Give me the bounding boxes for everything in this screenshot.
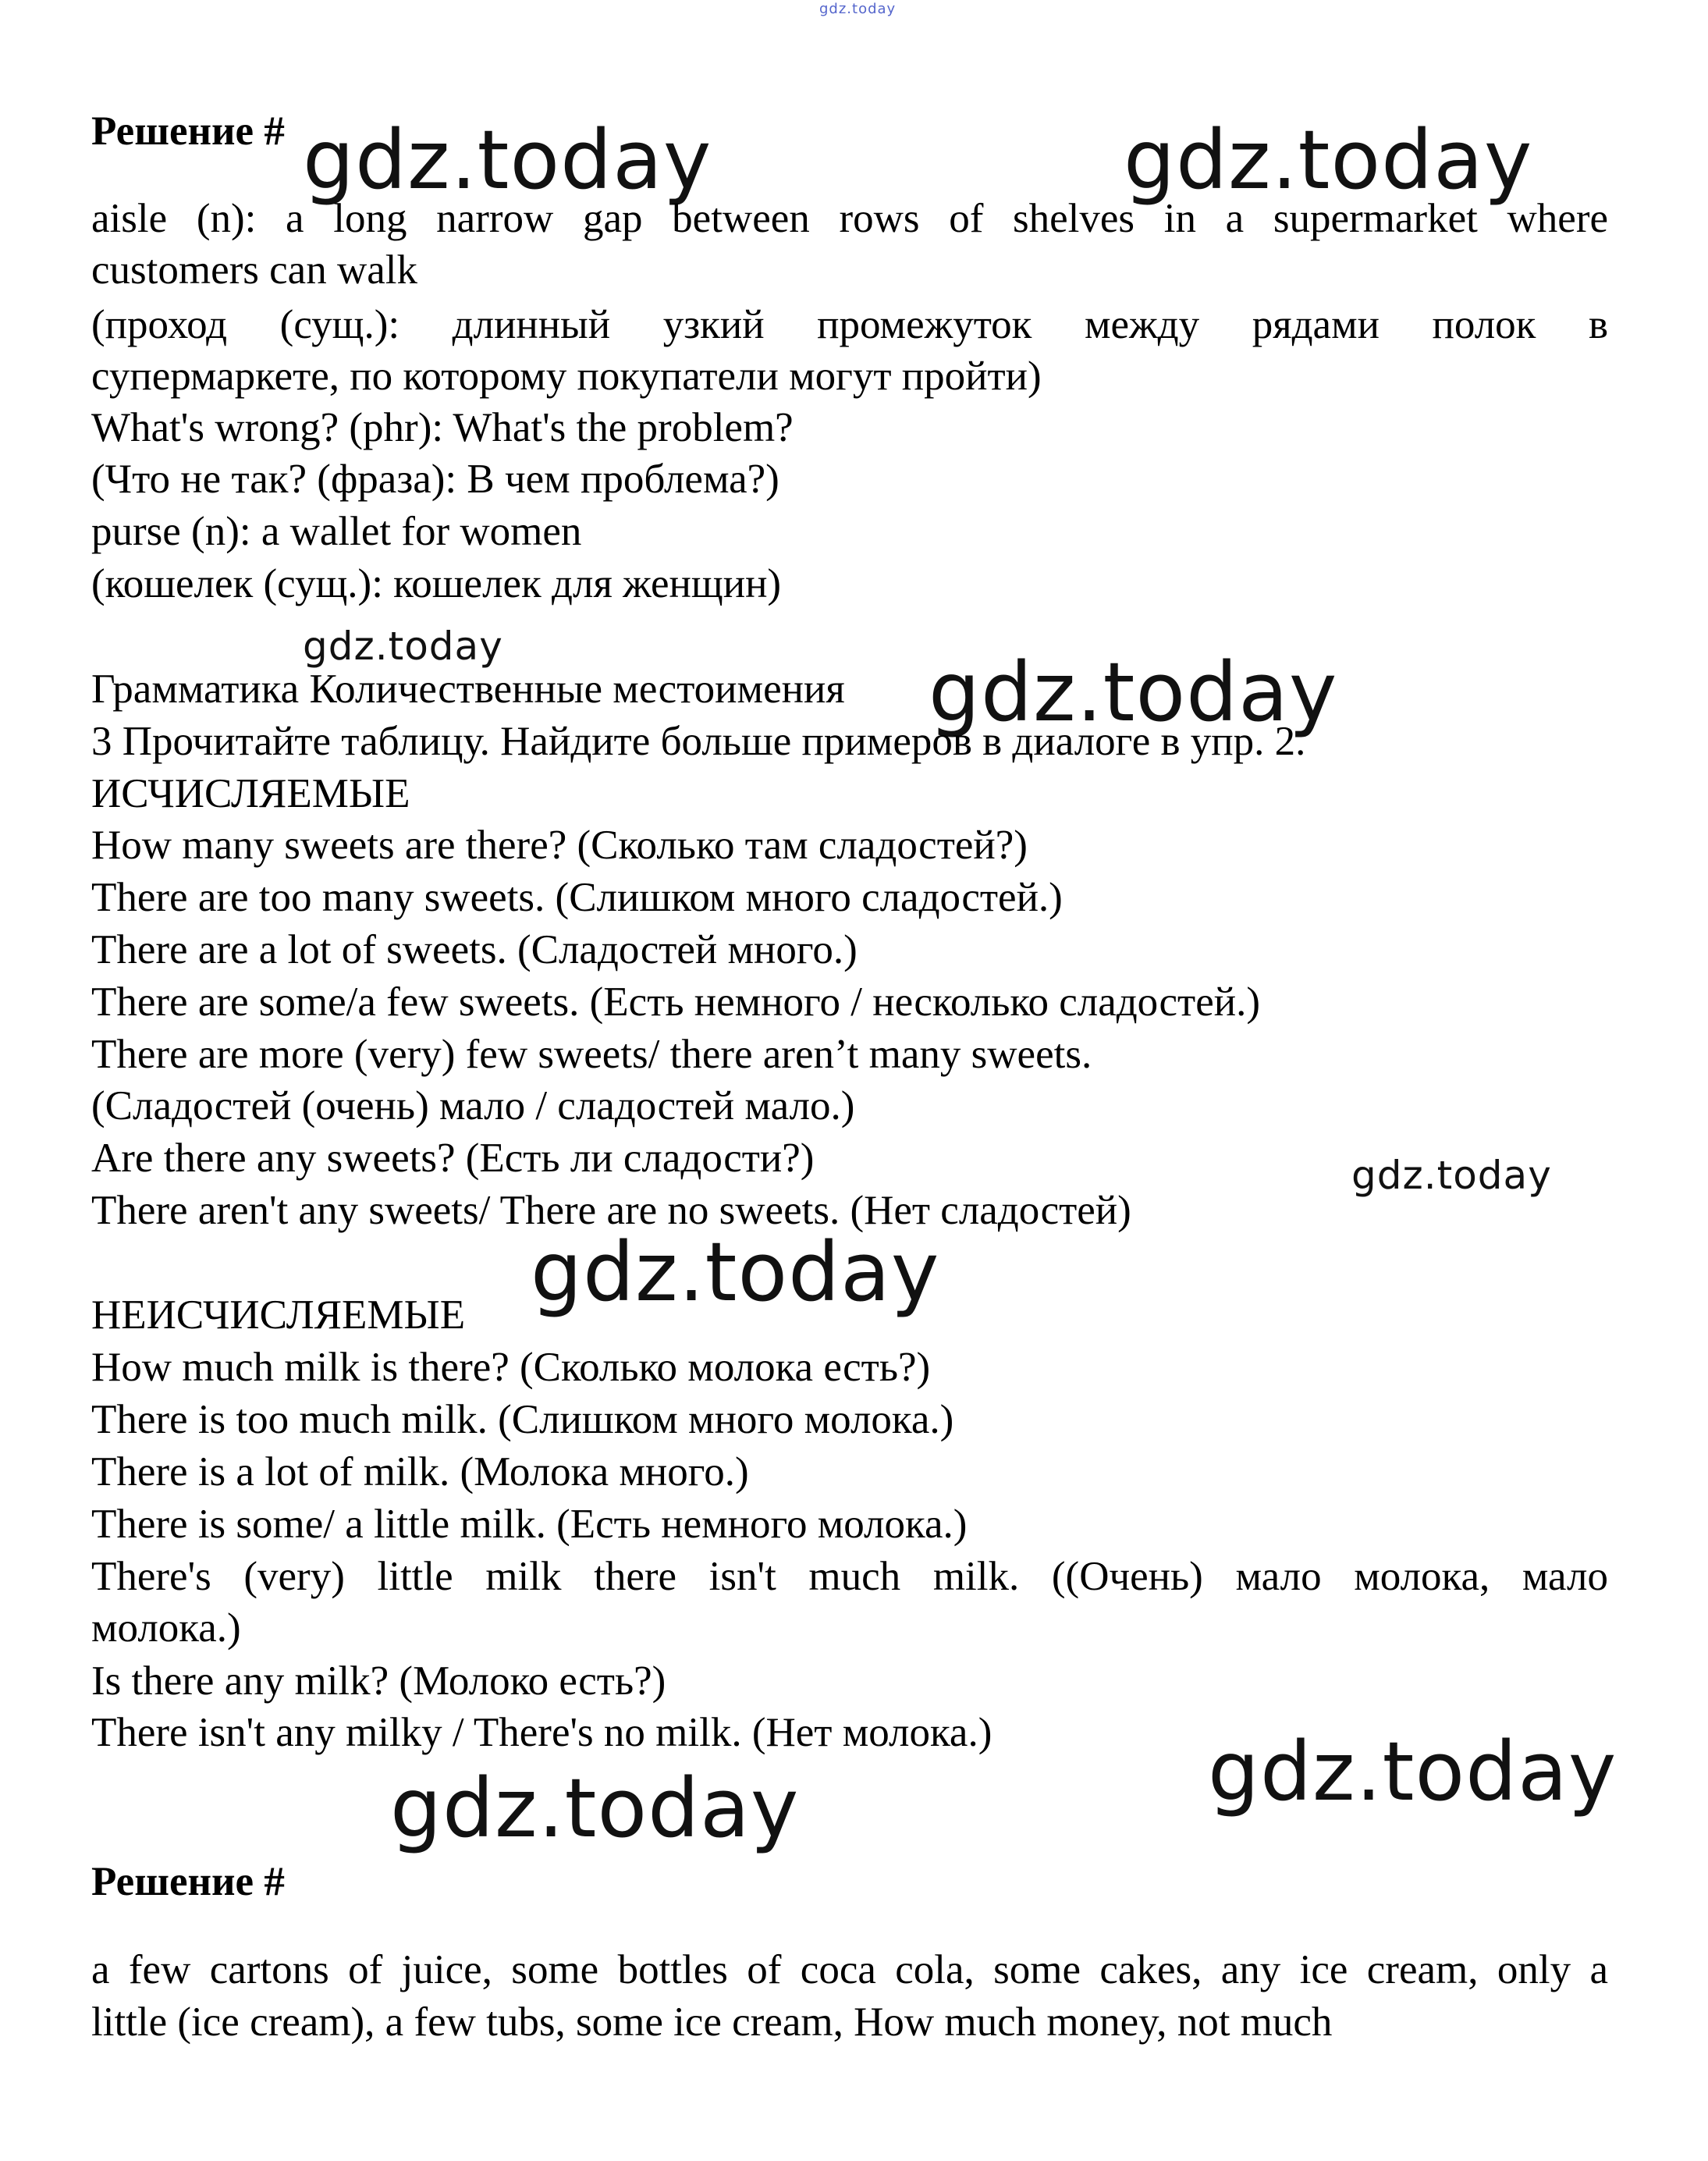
uncountable-line-2: There is too much milk. (Слишком много молока.) [91, 1397, 954, 1442]
vocab-line-2: customers can walk [91, 247, 417, 293]
countable-line-8: There aren't any sweets/ There are no sweets. (Нет сладостей) [91, 1188, 1131, 1233]
watermark-6: gdz.today [531, 1224, 940, 1320]
countable-line-1: How many sweets are there? (Сколько там сладостей?) [91, 823, 1028, 868]
grammar-task: 3 Прочитайте таблицу. Найдите больше примеров в диалоге в упр. 2. [91, 719, 1306, 764]
watermark-1: gdz.today [303, 112, 712, 208]
watermark-2: gdz.today [1124, 112, 1533, 208]
answer-line-2: little (ice cream), a few tubs, some ice cream, How much money, not much [91, 1999, 1333, 2045]
uncountable-line-7: Is there any milk? (Молоко есть?) [91, 1658, 666, 1704]
vocab-line-3: (проход (сущ.): длинный узкий промежуток между рядами полок в [91, 302, 1608, 347]
watermark-4: gdz.today [929, 645, 1338, 740]
solution-heading-2: Решение # [91, 1859, 285, 1904]
vocab-line-4: супермаркете, по которому покупатели могут пройти) [91, 354, 1042, 399]
uncountable-line-4: There is some/ a little milk. (Есть немного молока.) [91, 1502, 968, 1547]
uncountable-line-8: There isn't any milky / There's no milk. (Нет молока.) [91, 1710, 992, 1755]
watermark-3: gdz.today [303, 624, 503, 669]
countable-line-2: There are too many sweets. (Слишком много сладостей.) [91, 875, 1063, 920]
uncountable-heading: НЕИСЧИСЛЯЕМЫЕ [91, 1292, 466, 1338]
uncountable-line-3: There is a lot of milk. (Молока много.) [91, 1449, 749, 1495]
uncountable-line-1: How much milk is there? (Сколько молока есть?) [91, 1345, 931, 1390]
grammar-title: Грамматика Количественные местоимения [91, 666, 845, 712]
vocab-line-8: (кошелек (сущ.): кошелек для женщин) [91, 561, 782, 606]
countable-line-5: There are more (very) few sweets/ there aren’t many sweets. [91, 1032, 1092, 1077]
solution-heading-1: Решение # [91, 108, 285, 154]
answer-line-1: a few cartons of juice, some bottles of coca cola, some cakes, any ice cream, only a [91, 1947, 1608, 1992]
countable-line-6: (Сладостей (очень) мало / сладостей мало.) [91, 1083, 855, 1128]
vocab-line-5: What's wrong? (phr): What's the problem? [91, 405, 794, 450]
watermark-7: gdz.today [1208, 1724, 1617, 1819]
uncountable-line-5: There's (very) little milk there isn't much milk. ((Очень) мало молока, мало [91, 1554, 1608, 1599]
watermark-8: gdz.today [390, 1761, 800, 1856]
vocab-line-6: (Что не так? (фраза): В чем проблема?) [91, 457, 779, 502]
countable-line-4: There are some/a few sweets. (Есть немного / несколько сладостей.) [91, 979, 1260, 1025]
vocab-line-1: aisle (n): a long narrow gap between rows of shelves in a supermarket where [91, 196, 1608, 241]
countable-line-3: There are a lot of sweets. (Сладостей много.) [91, 927, 858, 972]
vocab-line-7: purse (n): a wallet for women [91, 509, 582, 554]
countable-heading: ИСЧИСЛЯЕМЫЕ [91, 771, 410, 816]
watermark-5: gdz.today [1351, 1153, 1552, 1198]
uncountable-line-6: молока.) [91, 1605, 241, 1651]
countable-line-7: Are there any sweets? (Есть ли сладости?) [91, 1136, 815, 1181]
watermark-top: gdz.today [819, 1, 897, 17]
